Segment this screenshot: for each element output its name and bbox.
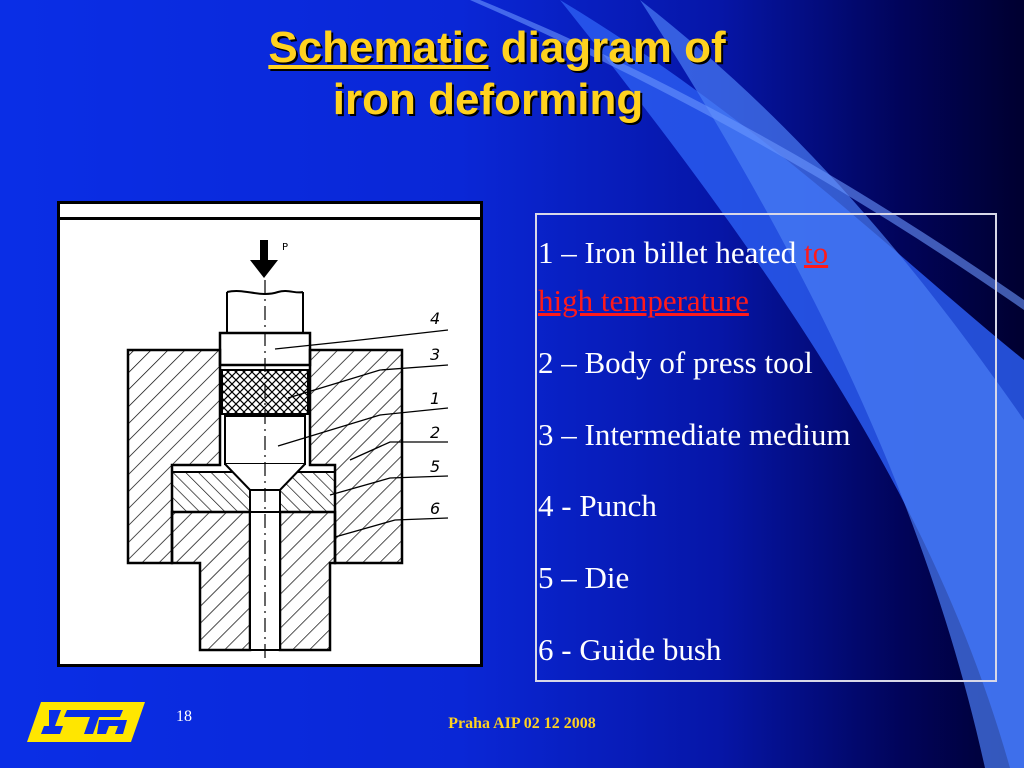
diagram-label-6: 6	[430, 499, 441, 518]
diagram-label-2: 2	[430, 423, 441, 442]
legend-item-6: 6 - Guide bush	[538, 632, 722, 667]
force-arrow-icon	[250, 240, 278, 278]
diagram-top-bar	[60, 204, 480, 220]
legend-box	[535, 213, 997, 682]
legend-item-3: 3 – Intermediate medium	[538, 417, 851, 452]
title-line1-rest: diagram of	[500, 23, 726, 72]
force-label: P	[282, 242, 289, 253]
diagram-label-4: 4	[430, 309, 441, 328]
legend-item-1-highlight-a: to	[804, 235, 829, 270]
title-line2: iron deforming	[332, 75, 644, 124]
legend-item-1-highlight-b: high temperature	[538, 283, 749, 318]
legend-item-1	[538, 229, 828, 325]
footer-text: Praha AIP 02 12 2008	[448, 715, 596, 732]
legend-item-1-text: 1 – Iron billet heated	[538, 235, 804, 270]
legend-item-2: 2 – Body of press tool	[538, 345, 813, 380]
schematic-diagram	[57, 201, 483, 667]
press-tool-drawing	[60, 220, 480, 664]
diagram-label-3: 3	[430, 345, 441, 364]
legend-item-4: 4 - Punch	[538, 488, 657, 523]
diagram-label-1: 1	[430, 389, 441, 408]
diagram-label-5: 5	[430, 457, 441, 476]
slide-title	[0, 22, 1024, 126]
title-underlined-word: Schematic	[268, 23, 489, 72]
page-number: 18	[176, 708, 192, 725]
legend-item-5: 5 – Die	[538, 560, 630, 595]
